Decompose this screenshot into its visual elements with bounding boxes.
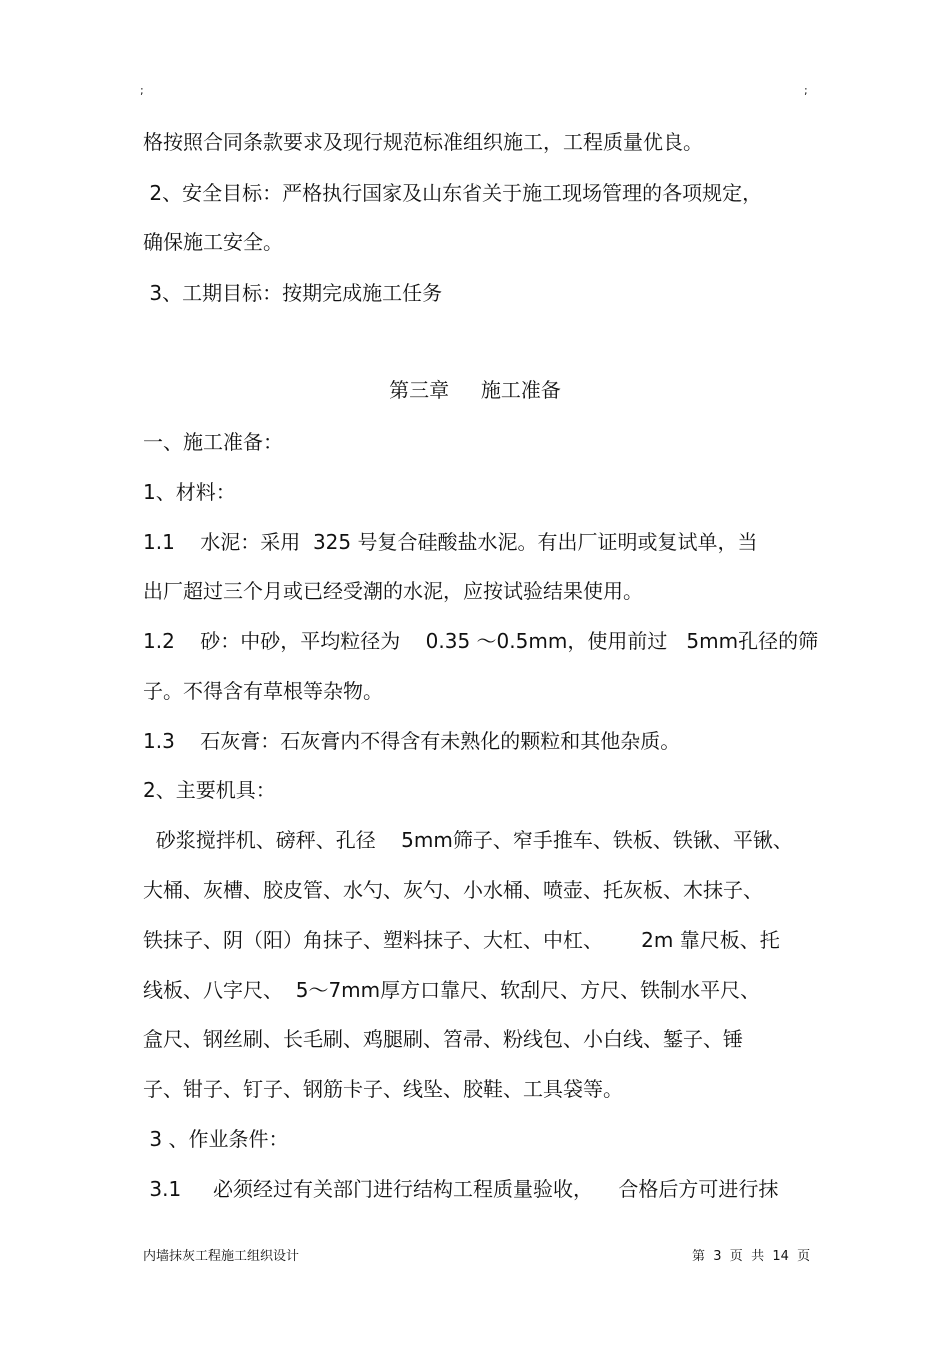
body-line: 1.2 砂：中砂，平均粒径为 0.35 ～0.5mm，使用前过 5mm孔径的筛: [143, 629, 819, 653]
body-line: 出厂超过三个月或已经受潮的水泥，应按试验结果使用。: [143, 579, 643, 603]
body-line: 大桶、灰槽、胶皮管、水勺、灰勺、小水桶、喷壶、托灰板、木抹子、: [143, 878, 763, 902]
body-line: 3.1 必须经过有关部门进行结构工程质量验收， 合格后方可进行抹: [143, 1177, 779, 1201]
footer-document-title: 内墙抹灰工程施工组织设计: [143, 1249, 300, 1264]
corner-mark-right: ;: [804, 84, 808, 97]
section-heading: 一、施工准备：: [143, 430, 283, 454]
body-line: 子、钳子、钉子、钢筋卡子、线坠、胶鞋、工具袋等。: [143, 1077, 623, 1101]
body-line: 确保施工安全。: [143, 230, 283, 254]
body-line: 砂浆搅拌机、磅秤、孔径 5mm筛子、窄手推车、铁板、铁锹、平锹、: [143, 828, 793, 852]
body-line: 铁抹子、阴（阳）角抹子、塑料抹子、大杠、中杠、 2m 靠尺板、托: [143, 928, 780, 952]
body-line: 2、安全目标：严格执行国家及山东省关于施工现场管理的各项规定，: [143, 181, 763, 205]
chapter-title: 第三章 施工准备: [389, 378, 561, 402]
subsection-heading: 3 、作业条件：: [143, 1127, 289, 1151]
body-line: 1.1 水泥：采用 325 号复合硅酸盐水泥。有出厂证明或复试单，当: [143, 530, 758, 554]
body-line: 格按照合同条款要求及现行规范标准组织施工，工程质量优良。: [143, 130, 703, 154]
subsection-heading: 2、主要机具：: [143, 778, 276, 802]
body-line: 线板、八字尺、 5～7mm厚方口靠尺、软刮尺、方尺、铁制水平尺、: [143, 978, 761, 1002]
corner-mark-left: ;: [140, 84, 144, 97]
body-line: 1.3 石灰膏：石灰膏内不得含有未熟化的颗粒和其他杂质。: [143, 729, 681, 753]
footer-page-number: 第 3 页 共 14 页: [692, 1249, 811, 1264]
body-line: 子。不得含有草根等杂物。: [143, 679, 383, 703]
subsection-heading: 1、材料：: [143, 480, 236, 504]
body-line: 3、工期目标：按期完成施工任务: [143, 281, 443, 305]
body-line: 盒尺、钢丝刷、长毛刷、鸡腿刷、笤帚、粉线包、小白线、錾子、锤: [143, 1027, 743, 1051]
